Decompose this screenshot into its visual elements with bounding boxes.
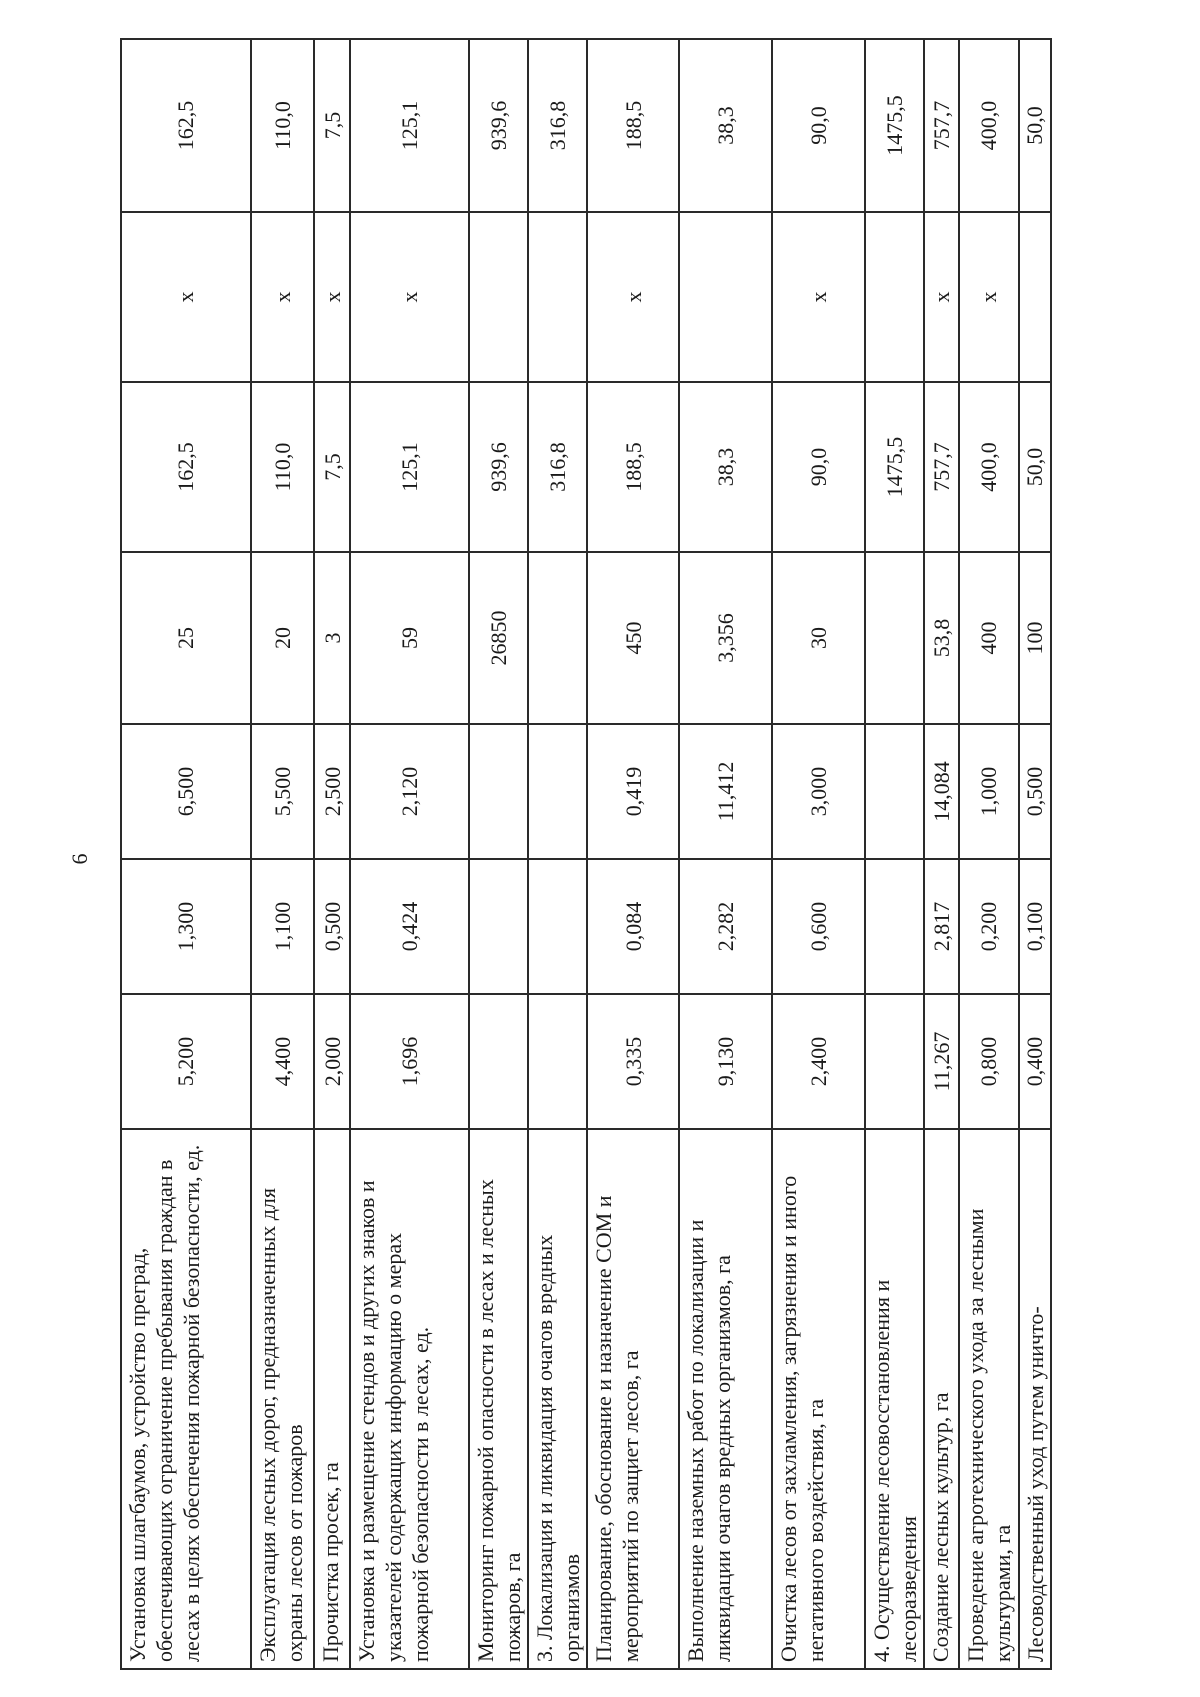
cell: 2,500 [314,724,349,859]
cell: 2,400 [772,994,864,1129]
cell: 9,130 [679,994,772,1129]
cell: 1475,5 [865,39,925,212]
table-row [587,39,679,1669]
cell: 0,500 [1019,724,1052,859]
cell: 757,7 [924,382,958,552]
cell: 1475,5 [865,382,925,552]
cell: 11,267 [924,994,958,1129]
cell: 1,100 [251,859,315,994]
cell: 3 [314,552,349,724]
row-label: Прочистка просек, га [314,1129,349,1669]
cell: 0,100 [1019,859,1052,994]
cell: 316,8 [528,382,587,552]
cell: 939,6 [469,382,528,552]
row-label: Эксплуатация лесных дорог, предназначенных для охраны лесов от пожаров [251,1129,315,1669]
row-label: Проведение агротехнического ухода за лесными культурами, га [959,1129,1019,1669]
page-number: 6 [67,853,92,865]
cell: 0,084 [587,859,679,994]
cell [469,212,528,382]
cell [865,859,925,994]
cell: 0,200 [959,859,1019,994]
cell: 0,335 [587,994,679,1129]
cell: 50,0 [1019,39,1052,212]
cell: 450 [587,552,679,724]
cell: x [314,212,349,382]
cell: 125,1 [350,382,470,552]
table-row [959,39,1019,1669]
cell: 3,356 [679,552,772,724]
table-row [1019,39,1052,1669]
row-label: 3. Локализация и ликвидация очагов вредных организмов [528,1129,587,1669]
table-row [528,39,587,1669]
cell: 162,5 [121,39,251,212]
cell [469,994,528,1129]
cell: 90,0 [772,39,864,212]
row-label: Очистка лесов от захламления, загрязнения и иного негативного воздействия, га [772,1129,864,1669]
cell: 400 [959,552,1019,724]
cell: 188,5 [587,39,679,212]
cell: 14,084 [924,724,958,859]
table-row [924,39,958,1669]
cell: 1,696 [350,994,470,1129]
cell: 125,1 [350,39,470,212]
cell: 26850 [469,552,528,724]
table-row [121,39,251,1669]
cell: 7,5 [314,382,349,552]
cell: x [251,212,315,382]
cell [679,212,772,382]
cell: x [587,212,679,382]
cell: 2,120 [350,724,470,859]
cell: 4,400 [251,994,315,1129]
cell: 38,3 [679,382,772,552]
cell: 30 [772,552,864,724]
cell: 1,300 [121,859,251,994]
cell [865,724,925,859]
cell: 53,8 [924,552,958,724]
cell: 20 [251,552,315,724]
cell: 1,000 [959,724,1019,859]
cell: 0,600 [772,859,864,994]
cell [865,212,925,382]
cell: 7,5 [314,39,349,212]
cell: 316,8 [528,39,587,212]
cell [1019,212,1052,382]
row-label: Установка и размещение стендов и других знаков и указателей содержащих информацию о мерах пожарной безопасности в лесах, ед. [350,1129,470,1669]
row-label: Планирование, обоснование и назначение СОМ и мероприятий по защиет лесов, га [587,1129,679,1669]
cell: 2,000 [314,994,349,1129]
row-label: Лесоводственный уход путем уничто- [1019,1129,1052,1669]
row-label: Создание лесных культур, га [924,1129,958,1669]
cell: 400,0 [959,39,1019,212]
cell [865,994,925,1129]
table-row [469,39,528,1669]
cell: 5,200 [121,994,251,1129]
cell: x [924,212,958,382]
row-label: Установка шлагбаумов, устройство преград, обеспечивающих ограничение пребывания граждан в лесах в целях обеспечения пожарной безопасности, ед. [121,1129,251,1669]
table-row [679,39,772,1669]
cell [469,724,528,859]
cell: 2,817 [924,859,958,994]
cell: 59 [350,552,470,724]
budget-table [120,38,1052,1670]
cell: 50,0 [1019,382,1052,552]
cell: 0,424 [350,859,470,994]
cell: 400,0 [959,382,1019,552]
cell: 11,412 [679,724,772,859]
cell: 38,3 [679,39,772,212]
table-row [314,39,349,1669]
row-label: 4. Осуществление лесовосстановления и лесоразведения [865,1129,925,1669]
cell [528,859,587,994]
cell: 110,0 [251,39,315,212]
cell: 757,7 [924,39,958,212]
cell: x [121,212,251,382]
budget-table-wrapper [120,40,1052,1670]
cell: 162,5 [121,382,251,552]
cell [528,552,587,724]
cell [528,994,587,1129]
cell: 6,500 [121,724,251,859]
cell: x [772,212,864,382]
cell: 5,500 [251,724,315,859]
cell: 25 [121,552,251,724]
row-label: Мониторинг пожарной опасности в лесах и лесных пожаров, га [469,1129,528,1669]
cell: x [350,212,470,382]
cell: 0,800 [959,994,1019,1129]
cell: 90,0 [772,382,864,552]
cell: 0,500 [314,859,349,994]
cell: 3,000 [772,724,864,859]
cell: 110,0 [251,382,315,552]
table-row [251,39,315,1669]
cell [528,212,587,382]
cell [469,859,528,994]
cell: 2,282 [679,859,772,994]
cell: 188,5 [587,382,679,552]
cell: x [959,212,1019,382]
cell: 0,400 [1019,994,1052,1129]
table-row [350,39,470,1669]
table-row [865,39,925,1669]
cell: 0,419 [587,724,679,859]
cell: 939,6 [469,39,528,212]
cell [528,724,587,859]
table-row [772,39,864,1669]
cell [865,552,925,724]
row-label: Выполнение наземных работ по локализации и ликвидации очагов вредных организмов, га [679,1129,772,1669]
cell: 100 [1019,552,1052,724]
